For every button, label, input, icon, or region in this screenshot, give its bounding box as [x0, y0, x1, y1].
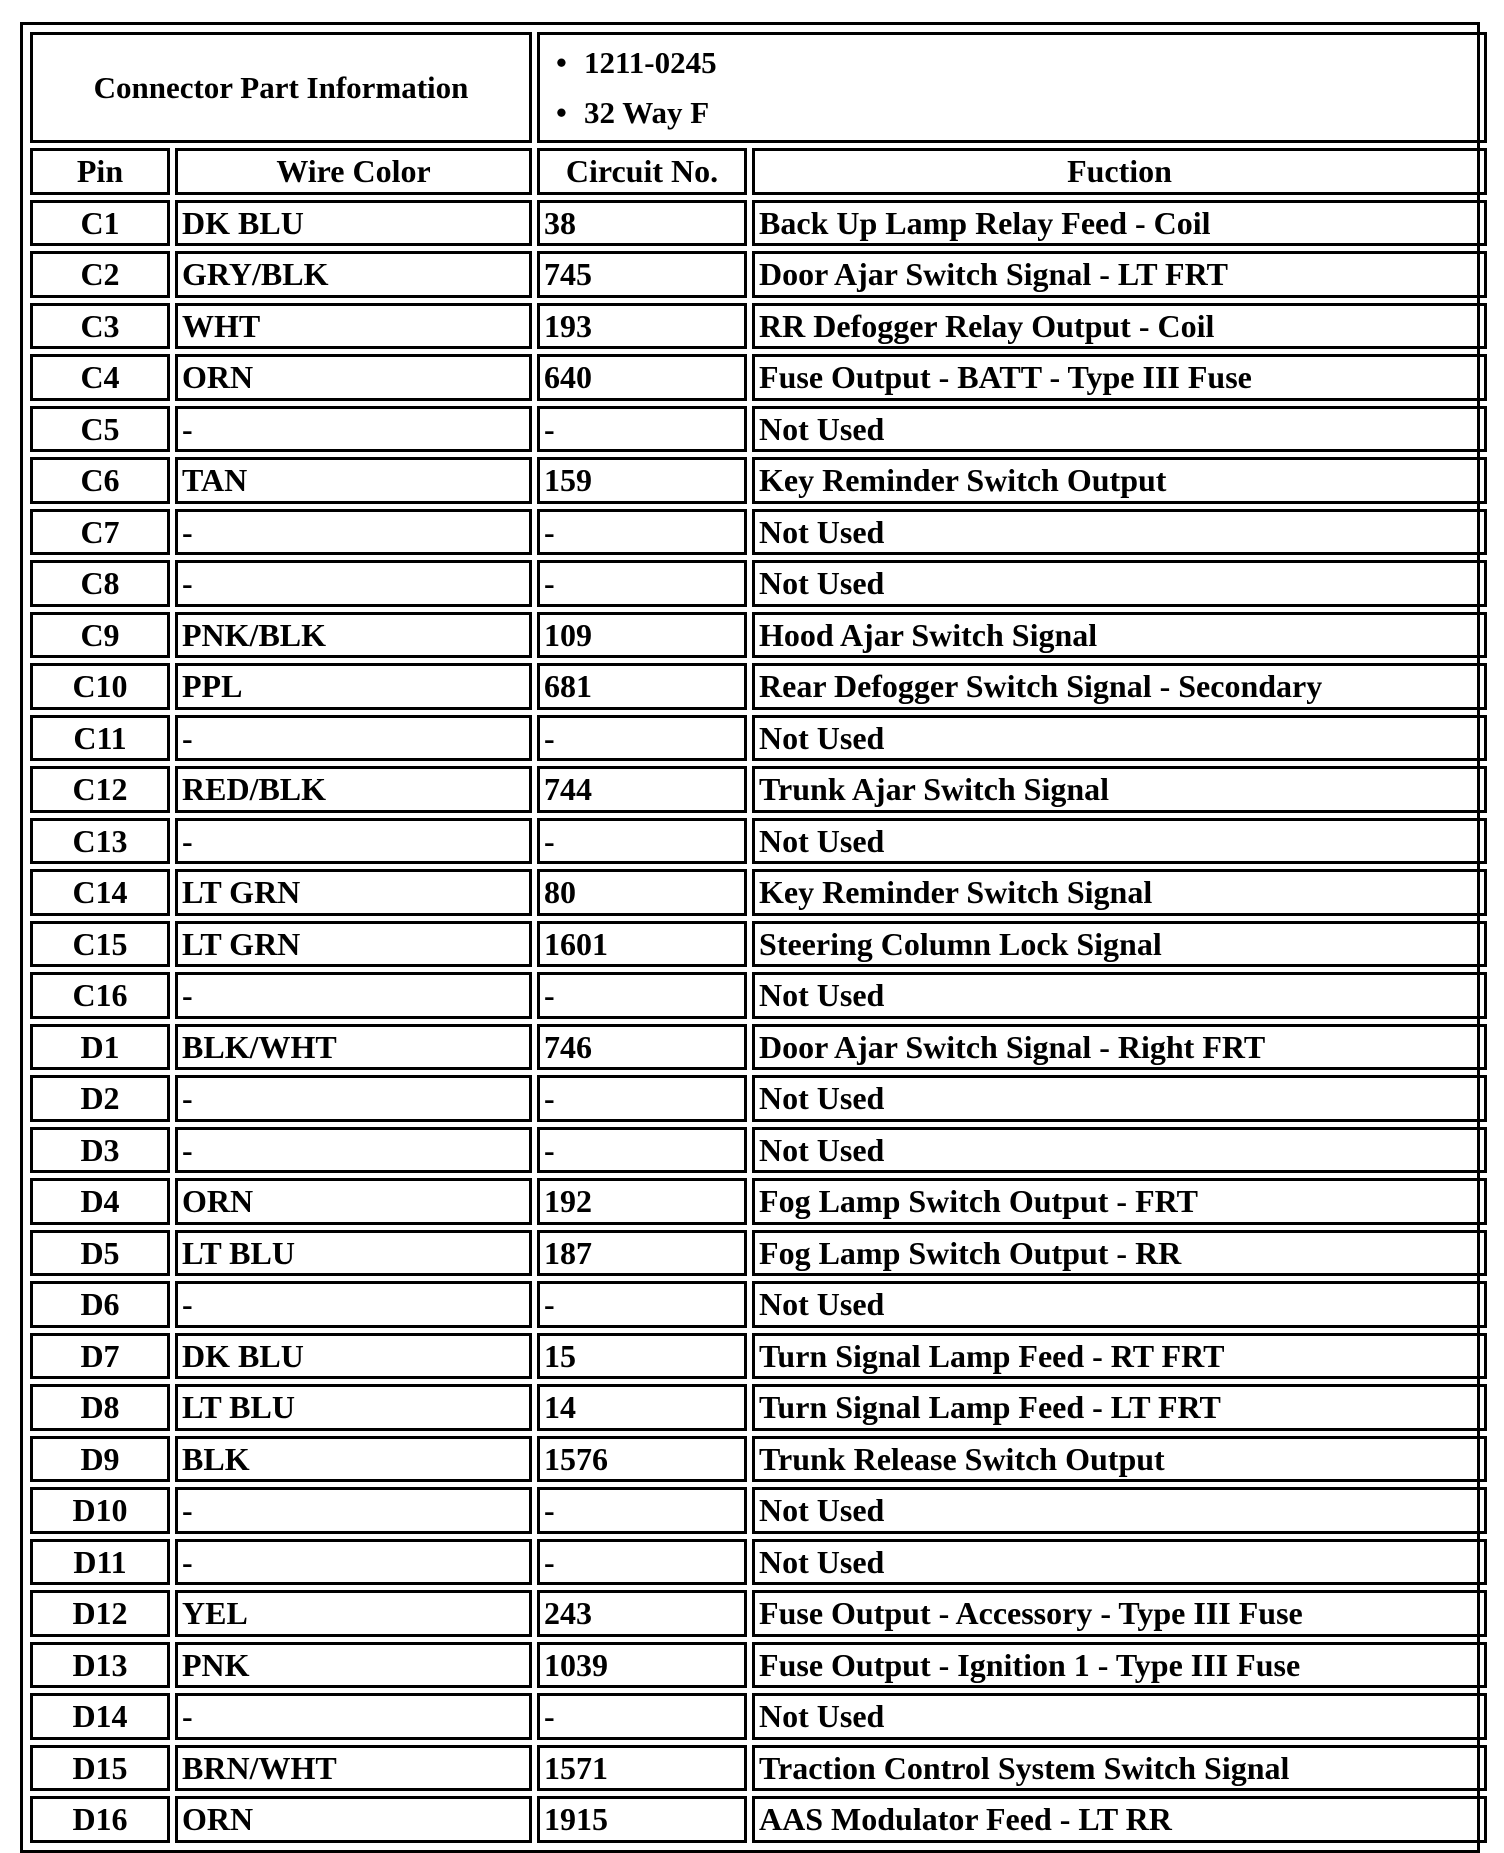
circuit-no-cell: 744: [537, 766, 747, 813]
pin-cell: D1: [30, 1024, 170, 1071]
table-row: [30, 766, 1487, 813]
function-cell: Hood Ajar Switch Signal: [752, 612, 1487, 659]
function-cell: AAS Modulator Feed - LT RR: [752, 1796, 1487, 1843]
pin-cell: D13: [30, 1642, 170, 1689]
wire-color-cell: -: [175, 972, 532, 1019]
table-row: [30, 560, 1487, 607]
wire-color-cell: RED/BLK: [175, 766, 532, 813]
pin-cell: D2: [30, 1075, 170, 1122]
wire-color-cell: PPL: [175, 663, 532, 710]
table-row: [30, 972, 1487, 1019]
wire-color-cell: BRN/WHT: [175, 1745, 532, 1792]
function-cell: RR Defogger Relay Output - Coil: [752, 303, 1487, 350]
pin-cell: C9: [30, 612, 170, 659]
pin-cell: C14: [30, 869, 170, 916]
wire-color-cell: LT BLU: [175, 1384, 532, 1431]
pin-cell: C6: [30, 457, 170, 504]
table-row: [30, 1281, 1487, 1328]
pin-cell: C4: [30, 354, 170, 401]
table-row: [30, 1024, 1487, 1071]
column-header-circuit-no: Circuit No.: [537, 148, 747, 195]
table-row: [30, 200, 1487, 247]
wire-color-cell: WHT: [175, 303, 532, 350]
wire-color-cell: -: [175, 1075, 532, 1122]
circuit-no-cell: 1039: [537, 1642, 747, 1689]
pin-cell: D11: [30, 1539, 170, 1586]
pin-cell: D3: [30, 1127, 170, 1174]
circuit-no-cell: -: [537, 560, 747, 607]
pin-cell: D7: [30, 1333, 170, 1380]
pin-cell: D9: [30, 1436, 170, 1483]
wire-color-cell: DK BLU: [175, 200, 532, 247]
function-cell: Rear Defogger Switch Signal - Secondary: [752, 663, 1487, 710]
circuit-no-cell: 14: [537, 1384, 747, 1431]
pin-cell: D5: [30, 1230, 170, 1277]
pin-cell: D6: [30, 1281, 170, 1328]
column-header-row: [30, 148, 1487, 195]
connector-way-type: • 32 Way F: [584, 88, 1480, 138]
function-cell: Door Ajar Switch Signal - Right FRT: [752, 1024, 1487, 1071]
wire-color-cell: ORN: [175, 354, 532, 401]
circuit-no-cell: 1915: [537, 1796, 747, 1843]
function-cell: Not Used: [752, 818, 1487, 865]
table-row: [30, 1745, 1487, 1792]
wire-color-cell: -: [175, 509, 532, 556]
table-row: [30, 1333, 1487, 1380]
wire-color-cell: GRY/BLK: [175, 251, 532, 298]
pin-cell: C8: [30, 560, 170, 607]
wire-color-cell: BLK: [175, 1436, 532, 1483]
table-row: [30, 1436, 1487, 1483]
table-row: [30, 1127, 1487, 1174]
function-cell: Not Used: [752, 509, 1487, 556]
circuit-no-cell: 109: [537, 612, 747, 659]
circuit-no-cell: 80: [537, 869, 747, 916]
connector-info-row: [30, 32, 1487, 143]
wire-color-cell: -: [175, 1127, 532, 1174]
circuit-no-cell: 1601: [537, 921, 747, 968]
connector-table-frame: [20, 22, 1480, 1853]
circuit-no-cell: 1576: [537, 1436, 747, 1483]
table-row: [30, 1539, 1487, 1586]
table-row: [30, 354, 1487, 401]
column-header-function: Fuction: [752, 148, 1487, 195]
function-cell: Trunk Release Switch Output: [752, 1436, 1487, 1483]
circuit-no-cell: -: [537, 715, 747, 762]
pin-cell: D8: [30, 1384, 170, 1431]
function-cell: Not Used: [752, 1075, 1487, 1122]
table-row: [30, 509, 1487, 556]
function-cell: Not Used: [752, 1693, 1487, 1740]
function-cell: Not Used: [752, 715, 1487, 762]
circuit-no-cell: -: [537, 509, 747, 556]
wire-color-cell: YEL: [175, 1590, 532, 1637]
pin-cell: C3: [30, 303, 170, 350]
table-row: [30, 663, 1487, 710]
circuit-no-cell: -: [537, 406, 747, 453]
function-cell: Not Used: [752, 406, 1487, 453]
circuit-no-cell: 745: [537, 251, 747, 298]
circuit-no-cell: -: [537, 1693, 747, 1740]
circuit-no-cell: 243: [537, 1590, 747, 1637]
pin-cell: C2: [30, 251, 170, 298]
circuit-no-cell: -: [537, 1281, 747, 1328]
pin-cell: C10: [30, 663, 170, 710]
circuit-no-cell: -: [537, 1539, 747, 1586]
column-header-pin: Pin: [30, 148, 170, 195]
pin-cell: C15: [30, 921, 170, 968]
circuit-no-cell: -: [537, 1127, 747, 1174]
function-cell: Key Reminder Switch Signal: [752, 869, 1487, 916]
circuit-no-cell: 681: [537, 663, 747, 710]
circuit-no-cell: 187: [537, 1230, 747, 1277]
table-row: [30, 1693, 1487, 1740]
wire-color-cell: LT GRN: [175, 921, 532, 968]
circuit-no-cell: -: [537, 818, 747, 865]
table-row: [30, 303, 1487, 350]
pin-cell: C11: [30, 715, 170, 762]
pin-cell: D15: [30, 1745, 170, 1792]
table-row: [30, 1384, 1487, 1431]
function-cell: Fuse Output - Ignition 1 - Type III Fuse: [752, 1642, 1487, 1689]
table-row: [30, 1487, 1487, 1534]
pin-cell: C1: [30, 200, 170, 247]
table-row: [30, 1075, 1487, 1122]
circuit-no-cell: 15: [537, 1333, 747, 1380]
function-cell: Steering Column Lock Signal: [752, 921, 1487, 968]
function-cell: Not Used: [752, 1539, 1487, 1586]
circuit-no-cell: 38: [537, 200, 747, 247]
function-cell: Not Used: [752, 972, 1487, 1019]
function-cell: Fog Lamp Switch Output - RR: [752, 1230, 1487, 1277]
wire-color-cell: ORN: [175, 1796, 532, 1843]
wire-color-cell: PNK/BLK: [175, 612, 532, 659]
function-cell: Traction Control System Switch Signal: [752, 1745, 1487, 1792]
table-row: [30, 921, 1487, 968]
connector-table: [25, 27, 1492, 1848]
wire-color-cell: -: [175, 1281, 532, 1328]
function-cell: Not Used: [752, 1281, 1487, 1328]
wire-color-cell: -: [175, 1539, 532, 1586]
function-cell: Back Up Lamp Relay Feed - Coil: [752, 200, 1487, 247]
wire-color-cell: ORN: [175, 1178, 532, 1225]
circuit-no-cell: 640: [537, 354, 747, 401]
table-row: [30, 406, 1487, 453]
function-cell: Turn Signal Lamp Feed - LT FRT: [752, 1384, 1487, 1431]
table-row: [30, 251, 1487, 298]
pin-cell: C16: [30, 972, 170, 1019]
function-cell: Not Used: [752, 1127, 1487, 1174]
wire-color-cell: DK BLU: [175, 1333, 532, 1380]
connector-info-list: [544, 38, 1480, 138]
pin-cell: C5: [30, 406, 170, 453]
circuit-no-cell: -: [537, 972, 747, 1019]
wire-color-cell: BLK/WHT: [175, 1024, 532, 1071]
wire-color-cell: -: [175, 406, 532, 453]
table-row: [30, 1642, 1487, 1689]
wire-color-cell: -: [175, 715, 532, 762]
table-row: [30, 612, 1487, 659]
table-row: [30, 715, 1487, 762]
pin-cell: D14: [30, 1693, 170, 1740]
wire-color-cell: -: [175, 1487, 532, 1534]
function-cell: Key Reminder Switch Output: [752, 457, 1487, 504]
function-cell: Trunk Ajar Switch Signal: [752, 766, 1487, 813]
table-row: [30, 869, 1487, 916]
table-row: [30, 1230, 1487, 1277]
circuit-no-cell: 159: [537, 457, 747, 504]
pin-cell: D12: [30, 1590, 170, 1637]
table-row: [30, 457, 1487, 504]
pin-cell: D4: [30, 1178, 170, 1225]
function-cell: Turn Signal Lamp Feed - RT FRT: [752, 1333, 1487, 1380]
function-cell: Fog Lamp Switch Output - FRT: [752, 1178, 1487, 1225]
circuit-no-cell: 192: [537, 1178, 747, 1225]
wire-color-cell: LT BLU: [175, 1230, 532, 1277]
connector-part-number: • 1211-0245: [584, 38, 1480, 88]
function-cell: Door Ajar Switch Signal - LT FRT: [752, 251, 1487, 298]
circuit-no-cell: -: [537, 1487, 747, 1534]
pin-cell: C13: [30, 818, 170, 865]
circuit-no-cell: -: [537, 1075, 747, 1122]
wire-color-cell: -: [175, 1693, 532, 1740]
pin-cell: D10: [30, 1487, 170, 1534]
circuit-no-cell: 1571: [537, 1745, 747, 1792]
table-row: [30, 818, 1487, 865]
pin-cell: C7: [30, 509, 170, 556]
function-cell: Fuse Output - Accessory - Type III Fuse: [752, 1590, 1487, 1637]
table-row: [30, 1796, 1487, 1843]
wire-color-cell: -: [175, 818, 532, 865]
table-row: [30, 1590, 1487, 1637]
pin-cell: D16: [30, 1796, 170, 1843]
column-header-wire-color: Wire Color: [175, 148, 532, 195]
wire-color-cell: -: [175, 560, 532, 607]
table-row: [30, 1178, 1487, 1225]
wire-color-cell: PNK: [175, 1642, 532, 1689]
circuit-no-cell: 746: [537, 1024, 747, 1071]
function-cell: Not Used: [752, 560, 1487, 607]
wire-color-cell: LT GRN: [175, 869, 532, 916]
wire-color-cell: TAN: [175, 457, 532, 504]
function-cell: Not Used: [752, 1487, 1487, 1534]
function-cell: Fuse Output - BATT - Type III Fuse: [752, 354, 1487, 401]
connector-info-label: Connector Part Information: [30, 32, 532, 143]
circuit-no-cell: 193: [537, 303, 747, 350]
connector-info-cell: [537, 32, 1487, 143]
pin-cell: C12: [30, 766, 170, 813]
